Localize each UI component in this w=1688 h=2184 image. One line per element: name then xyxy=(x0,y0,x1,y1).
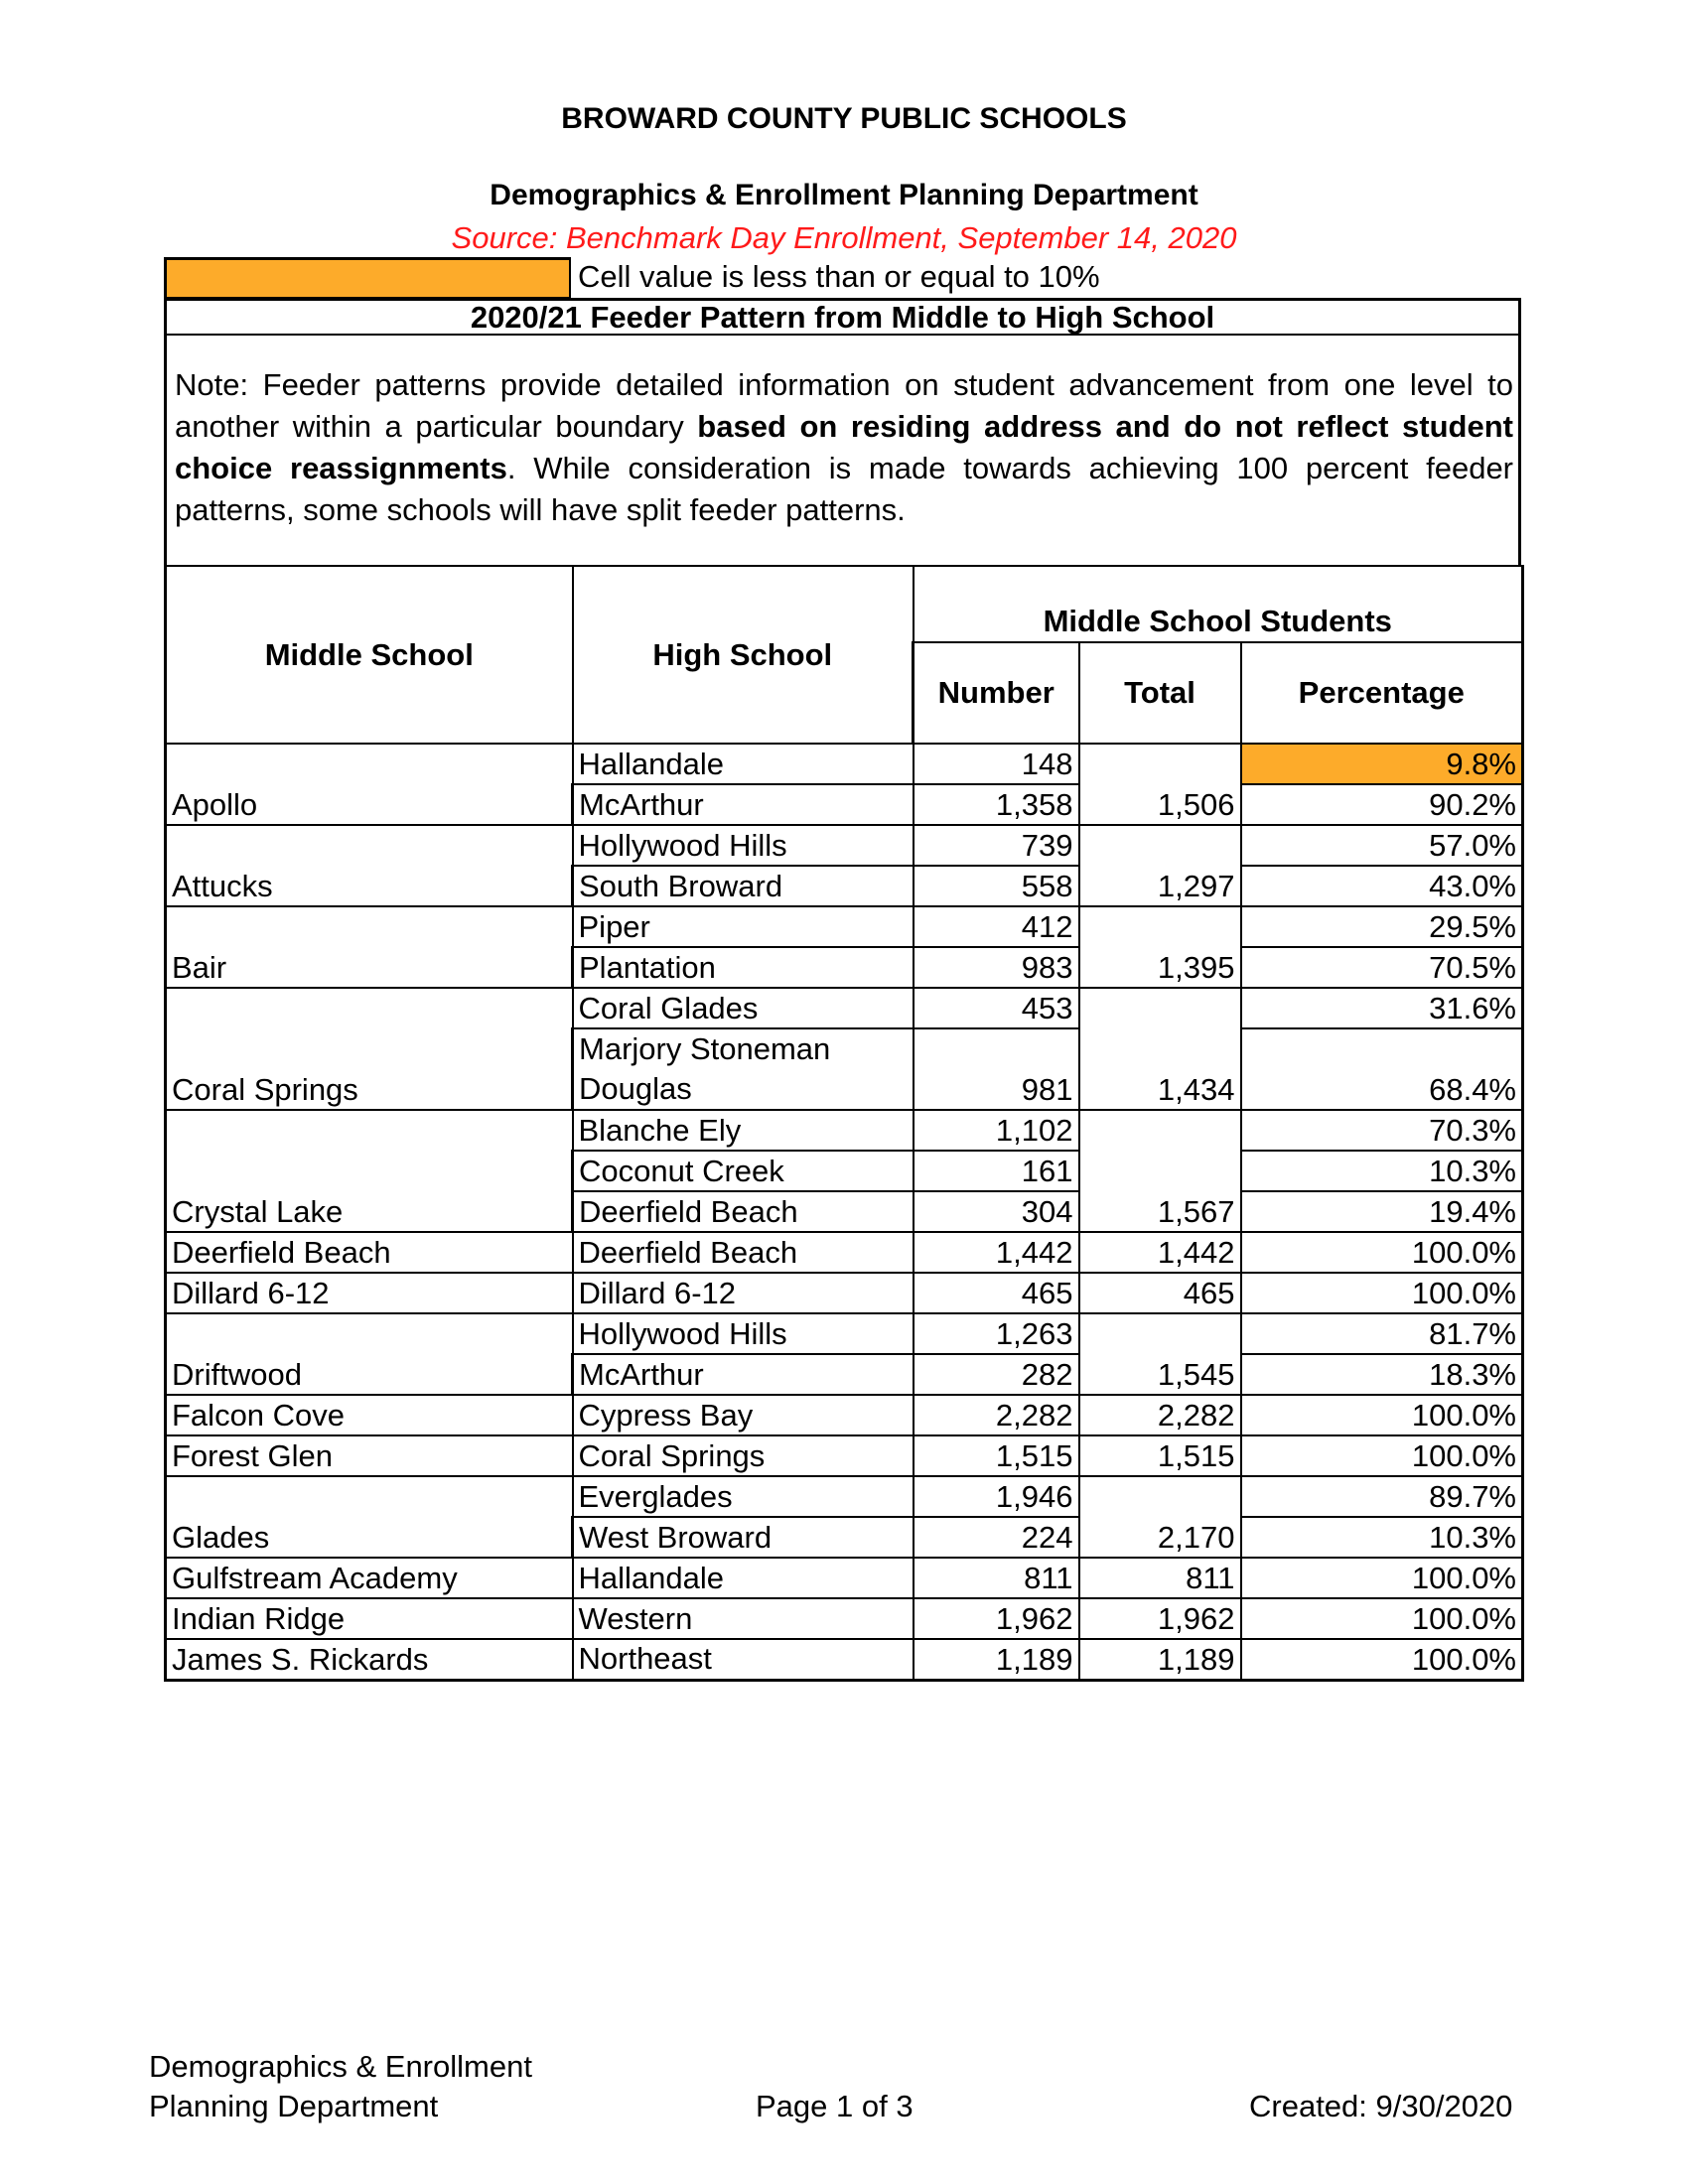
created-date: Created: 9/30/2020 xyxy=(1249,2089,1513,2123)
cell-total: 1,506 xyxy=(1079,744,1241,825)
cell-middle-school: Deerfield Beach xyxy=(166,1232,573,1273)
cell-percentage: 9.8% xyxy=(1241,744,1523,784)
cell-percentage: 100.0% xyxy=(1241,1232,1523,1273)
cell-high-school: Coral Springs xyxy=(573,1435,914,1476)
cell-high-school: McArthur xyxy=(573,784,914,825)
cell-total: 2,282 xyxy=(1079,1395,1241,1435)
cell-high-school: Hollywood Hills xyxy=(573,825,914,866)
table-title: 2020/21 Feeder Pattern from Middle to High School xyxy=(164,298,1521,336)
cell-total: 1,434 xyxy=(1079,988,1241,1110)
cell-percentage: 90.2% xyxy=(1241,784,1523,825)
table-row xyxy=(166,906,1523,947)
header-middle-school: Middle School xyxy=(166,566,573,744)
feeder-table xyxy=(164,565,1524,1682)
table-row xyxy=(166,1435,1523,1476)
cell-number: 453 xyxy=(914,988,1079,1028)
cell-number: 161 xyxy=(914,1151,1079,1191)
cell-percentage: 18.3% xyxy=(1241,1354,1523,1395)
table-row xyxy=(166,1639,1523,1680)
cell-high-school: Hollywood Hills xyxy=(573,1313,914,1354)
header-number: Number xyxy=(914,642,1079,744)
cell-high-school: Cypress Bay xyxy=(573,1395,914,1435)
note-bold-text: based on residing address and do not reflect student choice reassignments xyxy=(175,409,1513,485)
cell-total: 1,567 xyxy=(1079,1110,1241,1232)
cell-total: 1,189 xyxy=(1079,1639,1241,1680)
cell-high-school: Everglades xyxy=(573,1476,914,1517)
cell-number: 1,358 xyxy=(914,784,1079,825)
cell-number: 739 xyxy=(914,825,1079,866)
cell-middle-school: Dillard 6-12 xyxy=(166,1273,573,1313)
cell-high-school: Northeast xyxy=(573,1639,914,1680)
cell-percentage: 10.3% xyxy=(1241,1517,1523,1558)
cell-total: 2,170 xyxy=(1079,1476,1241,1558)
cell-middle-school: Gulfstream Academy xyxy=(166,1558,573,1598)
header-percentage: Percentage xyxy=(1241,642,1523,744)
cell-number: 981 xyxy=(914,1028,1079,1110)
cell-high-school: McArthur xyxy=(573,1354,914,1395)
cell-percentage: 43.0% xyxy=(1241,866,1523,906)
header-group: Middle School Students xyxy=(914,566,1523,642)
cell-high-school: Hallandale xyxy=(573,744,914,784)
legend-swatch xyxy=(164,257,571,300)
table-row xyxy=(166,744,1523,784)
cell-number: 1,442 xyxy=(914,1232,1079,1273)
table-row xyxy=(166,1110,1523,1151)
cell-high-school: Hallandale xyxy=(573,1558,914,1598)
cell-middle-school: Indian Ridge xyxy=(166,1598,573,1639)
cell-total: 1,962 xyxy=(1079,1598,1241,1639)
cell-percentage: 57.0% xyxy=(1241,825,1523,866)
cell-number: 558 xyxy=(914,866,1079,906)
cell-middle-school: Coral Springs xyxy=(166,988,573,1110)
cell-number: 1,102 xyxy=(914,1110,1079,1151)
cell-percentage: 100.0% xyxy=(1241,1395,1523,1435)
header-high-school: High School xyxy=(573,566,914,744)
cell-high-school: Deerfield Beach xyxy=(573,1232,914,1273)
cell-total: 1,395 xyxy=(1079,906,1241,988)
cell-high-school: Blanche Ely xyxy=(573,1110,914,1151)
cell-percentage: 19.4% xyxy=(1241,1191,1523,1232)
table-row xyxy=(166,1476,1523,1517)
cell-high-school: Western xyxy=(573,1598,914,1639)
note xyxy=(164,335,1521,567)
cell-total: 1,545 xyxy=(1079,1313,1241,1395)
note-text-end: . While consideration is made towards achieving 100 percent feeder patterns, some schools will have split feeder patterns. xyxy=(175,451,1514,527)
cell-number: 282 xyxy=(914,1354,1079,1395)
cell-high-school: Coral Glades xyxy=(573,988,914,1028)
cell-total: 1,442 xyxy=(1079,1232,1241,1273)
cell-percentage: 89.7% xyxy=(1241,1476,1523,1517)
footer-line1: Demographics & Enrollment xyxy=(149,2049,532,2084)
org-title: BROWARD COUNTY PUBLIC SCHOOLS xyxy=(561,102,1127,135)
table-row xyxy=(166,1598,1523,1639)
cell-middle-school: Apollo xyxy=(166,744,573,825)
table-body xyxy=(166,744,1523,1680)
cell-high-school: Deerfield Beach xyxy=(573,1191,914,1232)
cell-middle-school: Driftwood xyxy=(166,1313,573,1395)
cell-percentage: 10.3% xyxy=(1241,1151,1523,1191)
cell-percentage: 29.5% xyxy=(1241,906,1523,947)
cell-percentage: 100.0% xyxy=(1241,1558,1523,1598)
cell-number: 1,189 xyxy=(914,1639,1079,1680)
cell-high-school: Plantation xyxy=(573,947,914,988)
cell-total: 811 xyxy=(1079,1558,1241,1598)
table-row xyxy=(166,988,1523,1028)
cell-high-school: Dillard 6-12 xyxy=(573,1273,914,1313)
table-row xyxy=(166,1273,1523,1313)
cell-percentage: 100.0% xyxy=(1241,1598,1523,1639)
footer-line2: Planning Department xyxy=(149,2089,439,2123)
footer-department xyxy=(149,2047,532,2126)
cell-number: 148 xyxy=(914,744,1079,784)
cell-number: 983 xyxy=(914,947,1079,988)
cell-number: 1,263 xyxy=(914,1313,1079,1354)
cell-number: 811 xyxy=(914,1558,1079,1598)
cell-number: 465 xyxy=(914,1273,1079,1313)
table-row xyxy=(166,1558,1523,1598)
cell-percentage: 100.0% xyxy=(1241,1639,1523,1680)
cell-number: 224 xyxy=(914,1517,1079,1558)
cell-percentage: 68.4% xyxy=(1241,1028,1523,1110)
cell-middle-school: Attucks xyxy=(166,825,573,906)
legend-text: Cell value is less than or equal to 10% xyxy=(578,259,1100,294)
cell-number: 1,962 xyxy=(914,1598,1079,1639)
cell-number: 2,282 xyxy=(914,1395,1079,1435)
cell-middle-school: Crystal Lake xyxy=(166,1110,573,1232)
cell-percentage: 70.5% xyxy=(1241,947,1523,988)
cell-middle-school: Bair xyxy=(166,906,573,988)
cell-number: 304 xyxy=(914,1191,1079,1232)
cell-number: 1,946 xyxy=(914,1476,1079,1517)
cell-percentage: 81.7% xyxy=(1241,1313,1523,1354)
cell-high-school: South Broward xyxy=(573,866,914,906)
cell-middle-school: Forest Glen xyxy=(166,1435,573,1476)
cell-middle-school: Glades xyxy=(166,1476,573,1558)
cell-total: 1,515 xyxy=(1079,1435,1241,1476)
cell-number: 1,515 xyxy=(914,1435,1079,1476)
department-title: Demographics & Enrollment Planning Department xyxy=(490,179,1198,211)
table-row xyxy=(166,825,1523,866)
cell-middle-school: Falcon Cove xyxy=(166,1395,573,1435)
cell-number: 412 xyxy=(914,906,1079,947)
cell-high-school: Coconut Creek xyxy=(573,1151,914,1191)
cell-high-school: Piper xyxy=(573,906,914,947)
cell-high-school: Marjory Stoneman Douglas xyxy=(573,1028,914,1110)
legend xyxy=(164,257,1521,300)
cell-percentage: 31.6% xyxy=(1241,988,1523,1028)
source-line: Source: Benchmark Day Enrollment, September 14, 2020 xyxy=(451,220,1237,255)
cell-percentage: 70.3% xyxy=(1241,1110,1523,1151)
cell-high-school: West Broward xyxy=(573,1517,914,1558)
table-row xyxy=(166,1395,1523,1435)
cell-total: 1,297 xyxy=(1079,825,1241,906)
header-total: Total xyxy=(1079,642,1241,744)
page-number: Page 1 of 3 xyxy=(756,2089,914,2123)
note-text: Note: Feeder patterns provide detailed information on student advancement from one level to another within a particular boundary xyxy=(175,367,1513,444)
cell-percentage: 100.0% xyxy=(1241,1273,1523,1313)
cell-middle-school: James S. Rickards xyxy=(166,1639,573,1680)
cell-total: 465 xyxy=(1079,1273,1241,1313)
table-row xyxy=(166,1313,1523,1354)
table-row xyxy=(166,1232,1523,1273)
cell-percentage: 100.0% xyxy=(1241,1435,1523,1476)
